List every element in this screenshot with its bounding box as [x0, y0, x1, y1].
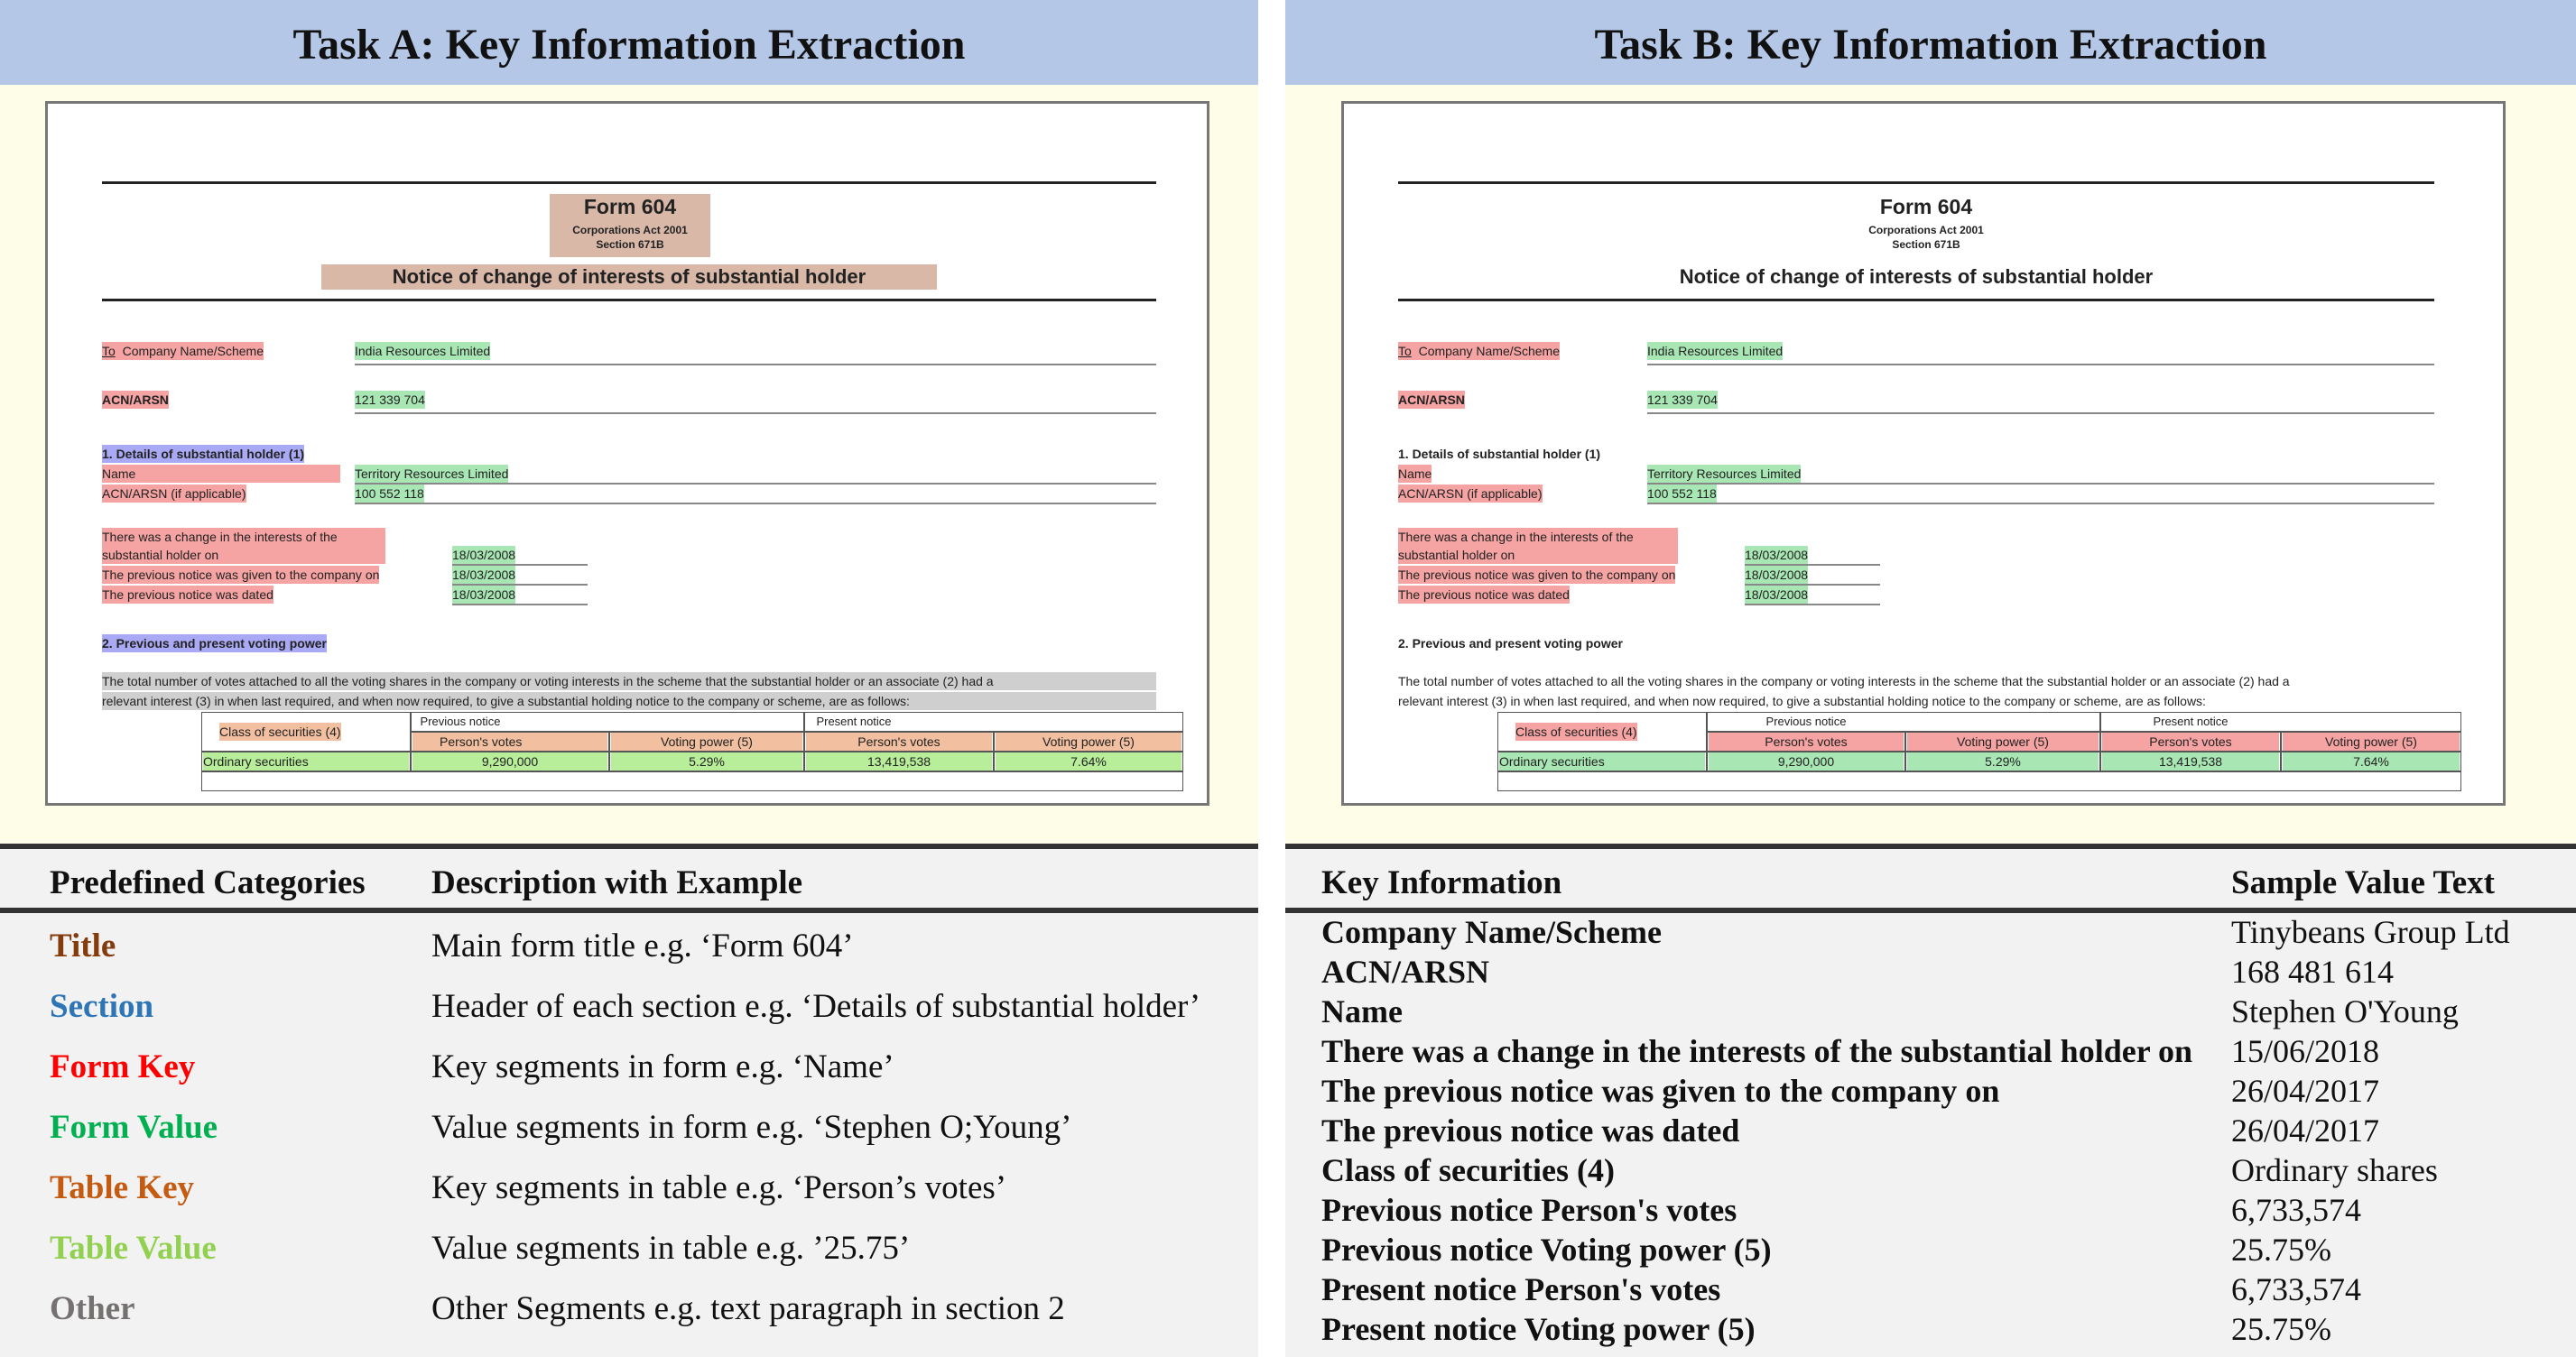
- table-present-header: Present notice: [816, 715, 892, 728]
- key-header: Key Information: [1321, 864, 1562, 901]
- notice-title: Notice of change of interests of substantial holder: [321, 264, 937, 290]
- key-value-table: [1285, 844, 2576, 1357]
- category-description: Value segments in form e.g. ‘Stephen O;Young’: [431, 1109, 1072, 1146]
- kv-value: 6,733,574: [2231, 1192, 2361, 1228]
- category-row: [0, 1229, 1258, 1288]
- table-pres-power: 7.64%: [996, 752, 1181, 771]
- kv-row: [1285, 1111, 2576, 1150]
- form-section: Section 671B: [596, 238, 664, 251]
- given-value: 18/03/2008: [452, 568, 516, 582]
- kv-key: ACN/ARSN: [1321, 954, 1490, 990]
- category-name: Title: [50, 928, 116, 965]
- acn-applicable-label: ACN/ARSN (if applicable): [102, 486, 246, 501]
- to-company-label: To Company Name/Scheme: [1398, 344, 1560, 358]
- company-value: India Resources Limited: [355, 344, 491, 358]
- table-previous-header: Previous notice: [1765, 715, 1847, 728]
- table-prev-votes-header: Person's votes: [412, 733, 607, 751]
- kv-value: 15/06/2018: [2231, 1033, 2380, 1069]
- table-pres-votes: 13,419,538: [806, 752, 992, 771]
- kv-value: Ordinary shares: [2231, 1152, 2438, 1188]
- value-header: Sample Value Text: [2231, 864, 2495, 901]
- acn-label: ACN/ARSN: [102, 392, 169, 407]
- table-pres-power: 7.64%: [2283, 752, 2460, 771]
- table-prev-power-header: Voting power (5): [611, 733, 802, 751]
- task-a-title: Task A: Key Information Extraction: [0, 0, 1258, 85]
- kv-key: Previous notice Voting power (5): [1321, 1232, 1772, 1268]
- table-prev-power-header: Voting power (5): [1907, 733, 2099, 751]
- kv-value: 25.75%: [2231, 1232, 2331, 1268]
- section-2-title: 2. Previous and present voting power: [102, 636, 327, 651]
- categories-header: Predefined Categories: [50, 864, 366, 901]
- kv-key: Company Name/Scheme: [1321, 914, 1662, 950]
- kv-row: [1285, 1230, 2576, 1269]
- category-row: [0, 927, 1258, 986]
- kv-row: [1285, 952, 2576, 992]
- form-title: Form 604: [1879, 195, 1973, 218]
- table-prev-votes-header: Person's votes: [1709, 733, 1904, 751]
- section-2-title: 2. Previous and present voting power: [1398, 636, 1623, 651]
- kv-row: [1285, 992, 2576, 1031]
- acn-value: 121 339 704: [355, 392, 425, 407]
- kv-key: The previous notice was dated: [1321, 1112, 1740, 1149]
- table-pres-power-header: Voting power (5): [2283, 733, 2460, 751]
- category-name: Other: [50, 1290, 135, 1327]
- category-description: Key segments in table e.g. ‘Person’s votes’: [431, 1169, 1007, 1206]
- paragraph-line-2: relevant interest (3) in when last required, and when now required, to give a substantial holding notice to the company or scheme, are as follows:: [102, 692, 1156, 710]
- category-row: [0, 1168, 1258, 1228]
- kv-value: 26/04/2017: [2231, 1112, 2380, 1149]
- notice-title: Notice of change of interests of substantial holder: [1679, 265, 2154, 288]
- form-title: Form 604: [583, 195, 677, 218]
- name-label: Name: [102, 465, 340, 483]
- table-pres-votes-header: Person's votes: [806, 733, 992, 751]
- table-row-class: Ordinary securities: [203, 752, 409, 771]
- kv-row: [1285, 1150, 2576, 1190]
- table-present-header: Present notice: [2153, 715, 2229, 728]
- kv-value: Tinybeans Group Ltd: [2231, 914, 2510, 950]
- document-area-b: [1285, 85, 2576, 844]
- kv-row: [1285, 1190, 2576, 1230]
- table-prev-power: 5.29%: [611, 752, 802, 771]
- given-label: The previous notice was given to the company on: [1398, 568, 1676, 582]
- kv-key: The previous notice was given to the company on: [1321, 1073, 2000, 1109]
- table-class-header: Class of securities (4): [1515, 725, 1637, 739]
- kv-row: [1285, 1031, 2576, 1071]
- kv-row: [1285, 1071, 2576, 1111]
- change-value: 18/03/2008: [452, 548, 516, 562]
- given-label: The previous notice was given to the company on: [102, 568, 380, 582]
- category-row: [0, 987, 1258, 1047]
- category-row: [0, 1048, 1258, 1107]
- document-area-a: [0, 85, 1258, 844]
- section-1-title: 1. Details of substantial holder (1): [1398, 447, 1601, 461]
- dated-label: The previous notice was dated: [1398, 587, 1570, 602]
- form-section: Section 671B: [1892, 238, 1960, 251]
- dated-value: 18/03/2008: [452, 587, 516, 602]
- table-prev-votes: 9,290,000: [1709, 752, 1904, 771]
- form-604-annotated: [45, 101, 1209, 806]
- acn-label: ACN/ARSN: [1398, 392, 1465, 407]
- category-row: [0, 1289, 1258, 1349]
- category-description: Header of each section e.g. ‘Details of substantial holder’: [431, 988, 1201, 1025]
- acn-value: 121 339 704: [1647, 392, 1718, 407]
- kv-row: [1285, 1309, 2576, 1349]
- paragraph-line-1: The total number of votes attached to all the voting shares in the company or voting interests in the scheme that the substantial holder or an associate (2) had a: [102, 672, 1156, 690]
- kv-row: [1285, 912, 2576, 952]
- table-class-header: Class of securities (4): [219, 725, 341, 739]
- form-act: Corporations Act 2001: [572, 224, 688, 236]
- category-name: Form Key: [50, 1048, 196, 1085]
- change-label-2: substantial holder on: [102, 546, 385, 564]
- to-company-label: To Company Name/Scheme: [102, 344, 264, 358]
- company-value: India Resources Limited: [1647, 344, 1784, 358]
- acn-applicable-value: 100 552 118: [355, 486, 424, 501]
- kv-key: Class of securities (4): [1321, 1152, 1615, 1188]
- kv-value: Stephen O'Young: [2231, 993, 2459, 1029]
- category-description: Key segments in form e.g. ‘Name’: [431, 1048, 894, 1085]
- change-label-1: There was a change in the interests of the: [102, 528, 385, 546]
- table-pres-votes: 13,419,538: [2102, 752, 2279, 771]
- kv-value: 6,733,574: [2231, 1271, 2361, 1307]
- change-label-1: There was a change in the interests of the: [1398, 528, 1678, 546]
- category-description: Main form title e.g. ‘Form 604’: [431, 928, 854, 965]
- kv-key: Present notice Voting power (5): [1321, 1311, 1756, 1347]
- category-description: Value segments in table e.g. ’25.75’: [431, 1230, 911, 1267]
- kv-value: 26/04/2017: [2231, 1073, 2380, 1109]
- kv-key: There was a change in the interests of the substantial holder on: [1321, 1033, 2193, 1069]
- table-prev-votes: 9,290,000: [412, 752, 607, 771]
- form-act: Corporations Act 2001: [1868, 224, 1984, 236]
- paragraph-line-1: The total number of votes attached to all the voting shares in the company or voting interests in the scheme that the substantial holder or an associate (2) had a: [1398, 674, 2290, 688]
- change-label-2: substantial holder on: [1398, 546, 1678, 564]
- form-604-key-values: [1341, 101, 2506, 806]
- change-value: 18/03/2008: [1745, 548, 1809, 562]
- panel-task-b: [1285, 0, 2576, 1352]
- kv-value: 168 481 614: [2231, 954, 2394, 990]
- name-value: Territory Resources Limited: [355, 466, 509, 481]
- category-name: Table Value: [50, 1230, 217, 1267]
- dated-label: The previous notice was dated: [102, 587, 273, 602]
- acn-applicable-label: ACN/ARSN (if applicable): [1398, 486, 1543, 501]
- section-1-title: 1. Details of substantial holder (1): [102, 447, 305, 461]
- acn-applicable-value: 100 552 118: [1647, 486, 1717, 501]
- kv-value: 25.75%: [2231, 1311, 2331, 1347]
- name-label: Name: [1398, 466, 1432, 481]
- paragraph-line-2: relevant interest (3) in when last required, and when now required, to give a substantial holding notice to the company or scheme, are as follows:: [1398, 694, 2206, 708]
- dated-value: 18/03/2008: [1745, 587, 1809, 602]
- task-b-title: Task B: Key Information Extraction: [1285, 0, 2576, 85]
- category-name: Section: [50, 988, 154, 1025]
- given-value: 18/03/2008: [1745, 568, 1809, 582]
- table-pres-power-header: Voting power (5): [996, 733, 1181, 751]
- kv-row: [1285, 1269, 2576, 1309]
- category-row: [0, 1108, 1258, 1168]
- category-name: Form Value: [50, 1109, 218, 1146]
- kv-key: Name: [1321, 993, 1403, 1029]
- categories-table: [0, 844, 1258, 1357]
- kv-key: Previous notice Person's votes: [1321, 1192, 1737, 1228]
- table-prev-power: 5.29%: [1907, 752, 2099, 771]
- table-previous-header: Previous notice: [420, 715, 501, 728]
- table-row-class: Ordinary securities: [1499, 752, 1705, 771]
- kv-key: Present notice Person's votes: [1321, 1271, 1721, 1307]
- category-description: Other Segments e.g. text paragraph in section 2: [431, 1290, 1065, 1327]
- category-name: Table Key: [50, 1169, 195, 1206]
- name-value: Territory Resources Limited: [1647, 466, 1802, 481]
- description-header: Description with Example: [431, 864, 803, 901]
- panel-task-a: [0, 0, 1258, 1352]
- table-pres-votes-header: Person's votes: [2102, 733, 2279, 751]
